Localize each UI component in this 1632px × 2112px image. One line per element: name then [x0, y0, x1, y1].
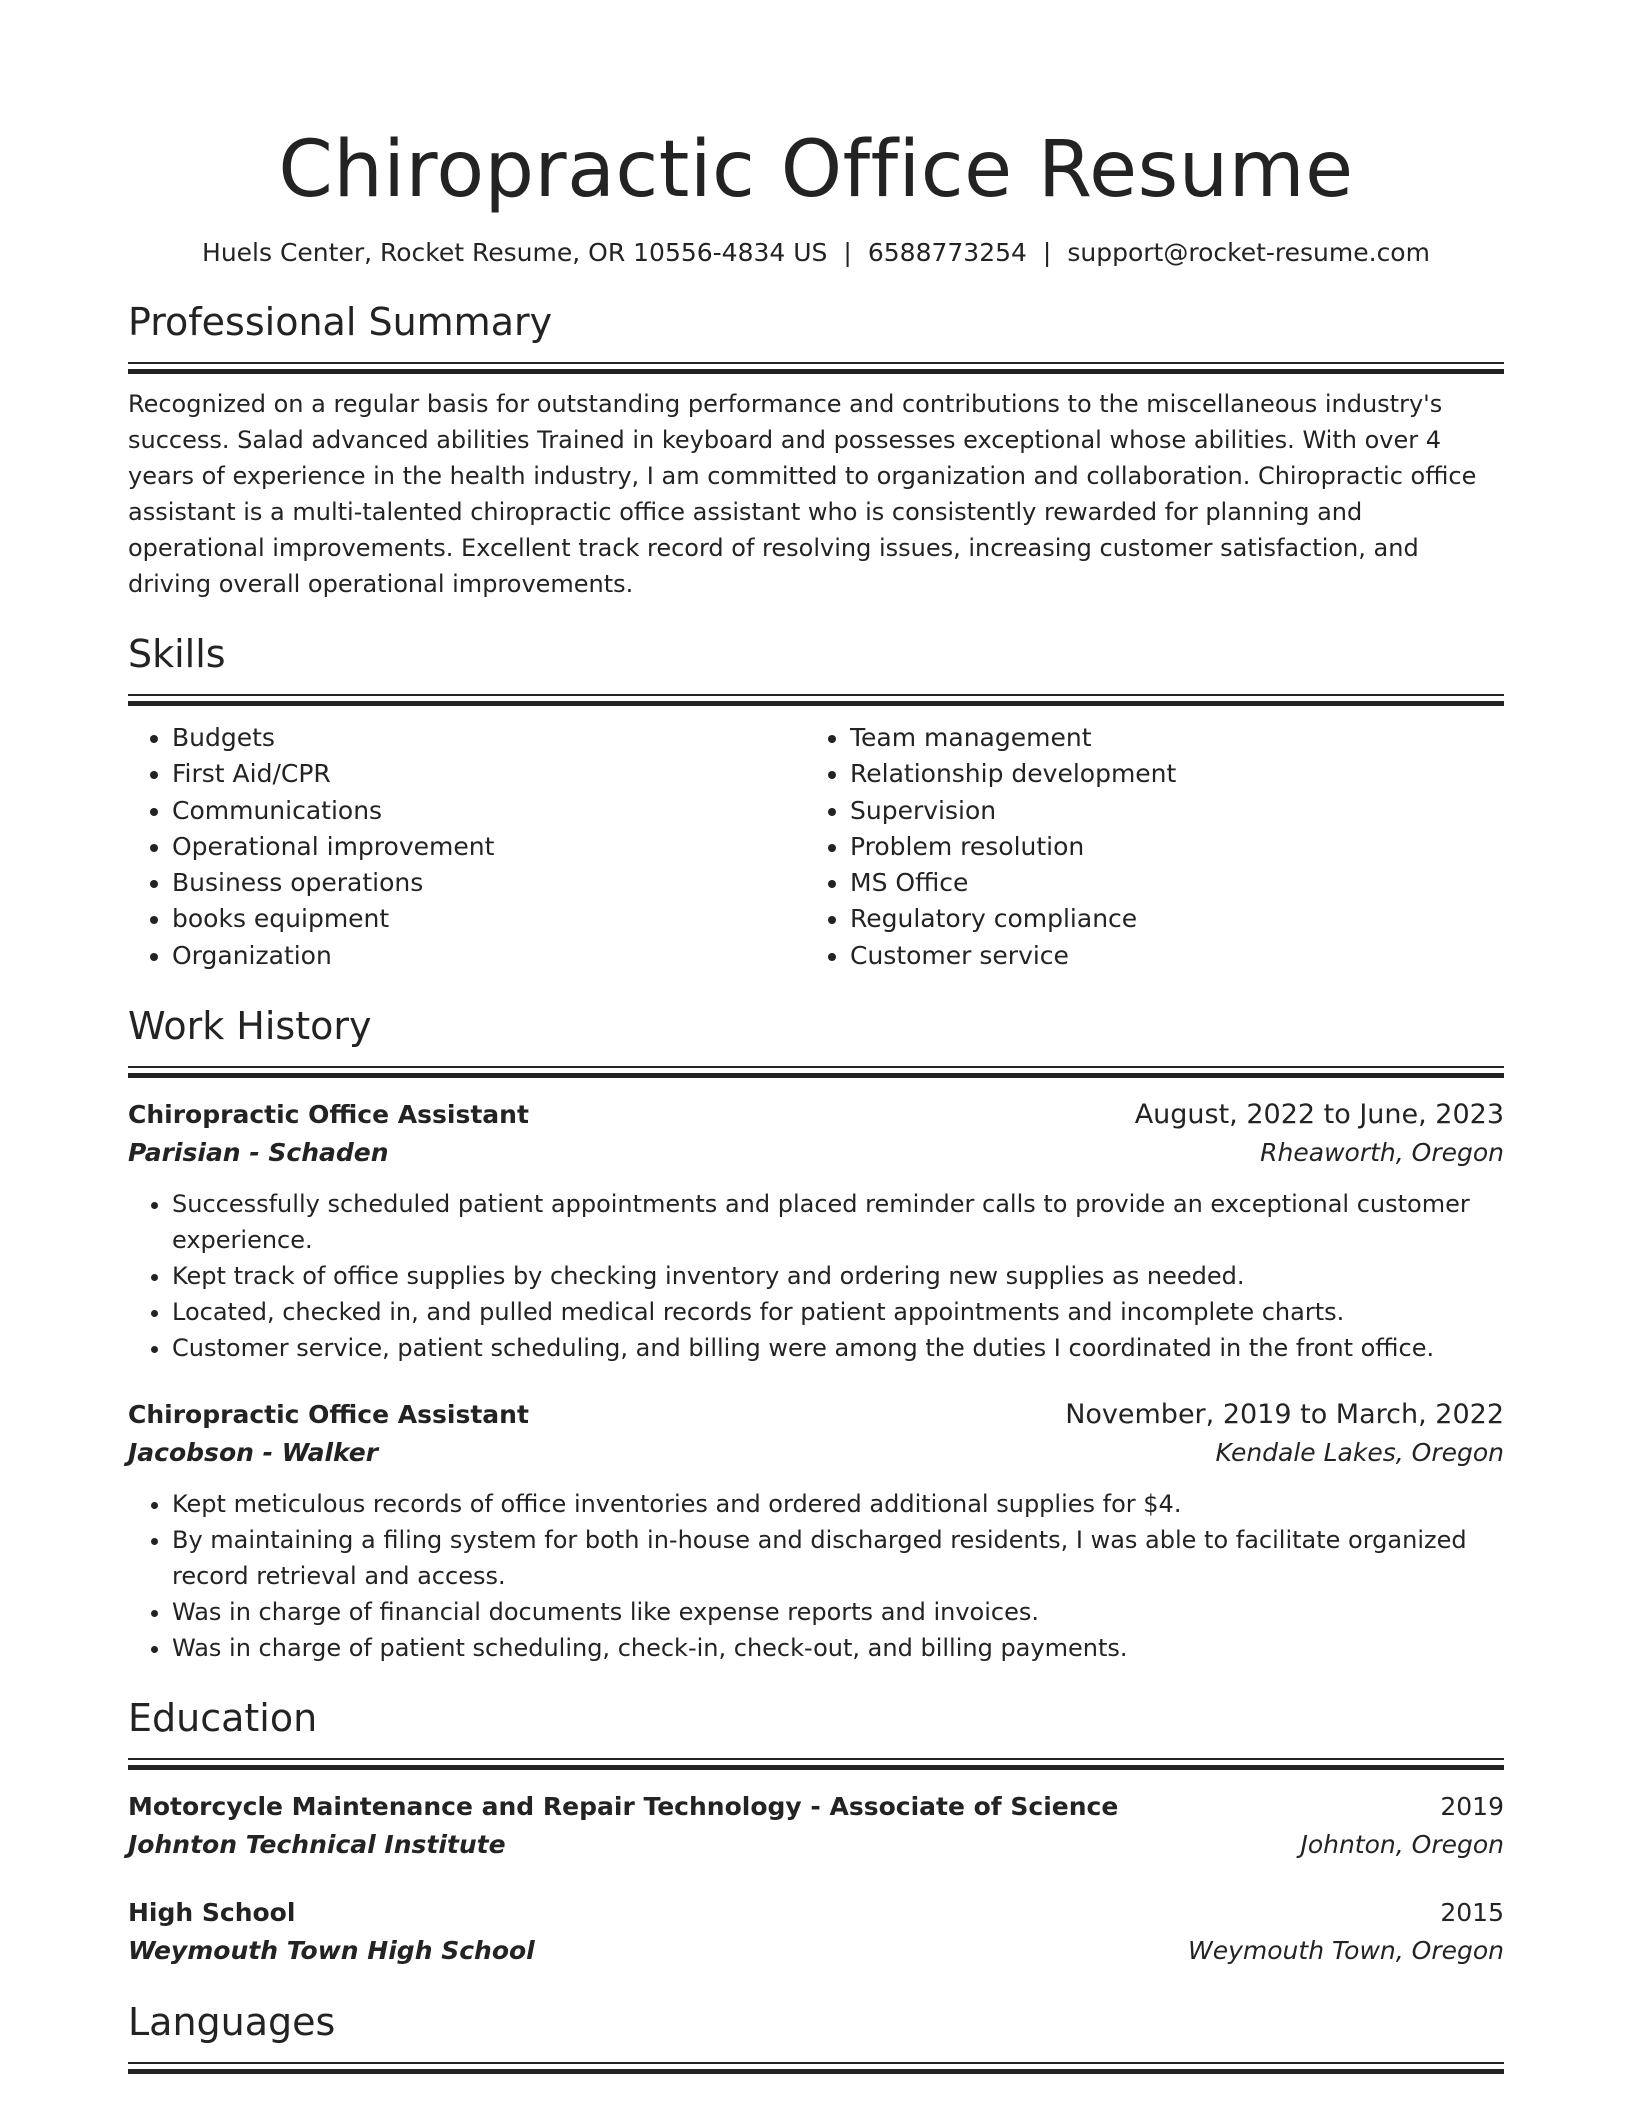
job-duties	[128, 1186, 1504, 1366]
skill-item: • Operational improvement	[172, 829, 806, 865]
education-entry	[128, 1894, 1504, 1970]
education-entry	[128, 1788, 1504, 1864]
education-heading: Education	[128, 1696, 318, 1741]
skill-item: • Problem resolution	[850, 829, 1484, 865]
skill-item: • Business operations	[172, 865, 806, 901]
job-header-row	[128, 1396, 1504, 1434]
section-divider	[128, 1066, 1504, 1078]
work-history-section	[128, 1000, 1504, 1666]
education-year: 2019	[1440, 1792, 1504, 1822]
education-section	[128, 1692, 1504, 1970]
job-company-row	[128, 1434, 1504, 1472]
education-location: Johnton, Oregon	[1300, 1830, 1504, 1860]
skill-item: • books equipment	[172, 901, 806, 937]
job-duty-item: • By maintaining a filing system for both in-house and discharged residents, I was able to facilitate organized record retrieval and access.	[172, 1522, 1504, 1594]
skills-right-column	[806, 720, 1484, 974]
job-title: Chiropractic Office Assistant	[128, 1100, 529, 1130]
summary-section	[128, 296, 1504, 602]
education-school: Weymouth Town High School	[128, 1936, 535, 1966]
contact-separator: |	[843, 238, 852, 267]
skill-item: • Team management	[850, 720, 1484, 756]
skill-item: • Budgets	[172, 720, 806, 756]
languages-heading: Languages	[128, 2000, 336, 2045]
education-header-row	[128, 1894, 1504, 1932]
section-divider	[128, 362, 1504, 374]
job-duty-item: • Located, checked in, and pulled medical records for patient appointments and incomplete charts.	[172, 1294, 1504, 1330]
education-header-row	[128, 1788, 1504, 1826]
job-duty-item: • Successfully scheduled patient appointments and placed reminder calls to provide an exceptional customer experience.	[172, 1186, 1504, 1258]
section-divider	[128, 2062, 1504, 2074]
skill-item: • Relationship development	[850, 756, 1484, 792]
skill-item: • Regulatory compliance	[850, 901, 1484, 937]
skill-item: • MS Office	[850, 865, 1484, 901]
education-location: Weymouth Town, Oregon	[1188, 1936, 1504, 1966]
job-header-row	[128, 1096, 1504, 1134]
contact-separator: |	[1042, 238, 1052, 267]
skills-columns	[128, 720, 1504, 974]
section-divider	[128, 1758, 1504, 1770]
job-dates: August, 2022 to June, 2023	[1134, 1099, 1504, 1131]
summary-text: Recognized on a regular basis for outstanding performance and contributions to the miscellaneous industry's success. Salad advanced abilities Trained in keyboard and possesses exceptional whose abilities. With over 4 years of experience in the health industry, I am committed to organization and collaboration. Chiropractic office assistant is a multi-talented chiropractic office assistant who is consistently rewarded for planning and operational improvements. Excellent track record of resolving issues, increasing customer satisfaction, and driving overall operational improvements.	[128, 390, 1477, 598]
skill-item: • Supervision	[850, 793, 1484, 829]
job-entry	[128, 1396, 1504, 1666]
job-duty-item: • Customer service, patient scheduling, and billing were among the duties I coordinated in the front office.	[172, 1330, 1504, 1366]
contact-line	[128, 236, 1504, 270]
job-duty-item: • Kept track of office supplies by checking inventory and ordering new supplies as needed.	[172, 1258, 1504, 1294]
section-divider	[128, 694, 1504, 706]
job-duties	[128, 1486, 1504, 1666]
skill-item: • Customer service	[850, 938, 1484, 974]
skill-item: • Communications	[172, 793, 806, 829]
job-duty-item: • Kept meticulous records of office inventories and ordered additional supplies for $4.	[172, 1486, 1504, 1522]
education-school-row	[128, 1826, 1504, 1864]
skills-heading: Skills	[128, 632, 226, 676]
job-company-row	[128, 1134, 1504, 1172]
education-degree: Motorcycle Maintenance and Repair Technology - Associate of Science	[128, 1792, 1119, 1822]
skills-left-column	[128, 720, 806, 974]
job-entry	[128, 1096, 1504, 1366]
education-year: 2015	[1440, 1898, 1504, 1928]
resume-page	[128, 0, 1504, 2074]
job-company: Parisian - Schaden	[128, 1138, 389, 1168]
job-duty-item: • Was in charge of financial documents like expense reports and invoices.	[172, 1594, 1504, 1630]
job-title: Chiropractic Office Assistant	[128, 1400, 529, 1430]
contact-phone: 6588773254	[867, 238, 1027, 267]
work-history-heading: Work History	[128, 1004, 372, 1049]
resume-title: Chiropractic Office Resume	[278, 125, 1354, 215]
job-location: Kendale Lakes, Oregon	[1215, 1438, 1504, 1468]
contact-address: Huels Center, Rocket Resume, OR 10556-4834 US	[202, 238, 828, 267]
education-degree: High School	[128, 1898, 296, 1928]
skills-section	[128, 628, 1504, 974]
job-location: Rheaworth, Oregon	[1260, 1138, 1504, 1168]
education-school: Johnton Technical Institute	[128, 1830, 506, 1860]
languages-section	[128, 1996, 1504, 2074]
contact-email[interactable]: support@rocket-resume.com	[1067, 238, 1430, 267]
skill-item: • Organization	[172, 938, 806, 974]
job-duty-item: • Was in charge of patient scheduling, check-in, check-out, and billing payments.	[172, 1630, 1504, 1666]
education-school-row	[128, 1932, 1504, 1970]
skill-item: • First Aid/CPR	[172, 756, 806, 792]
job-company: Jacobson - Walker	[128, 1438, 379, 1468]
summary-heading: Professional Summary	[128, 300, 553, 344]
job-dates: November, 2019 to March, 2022	[1065, 1399, 1504, 1431]
